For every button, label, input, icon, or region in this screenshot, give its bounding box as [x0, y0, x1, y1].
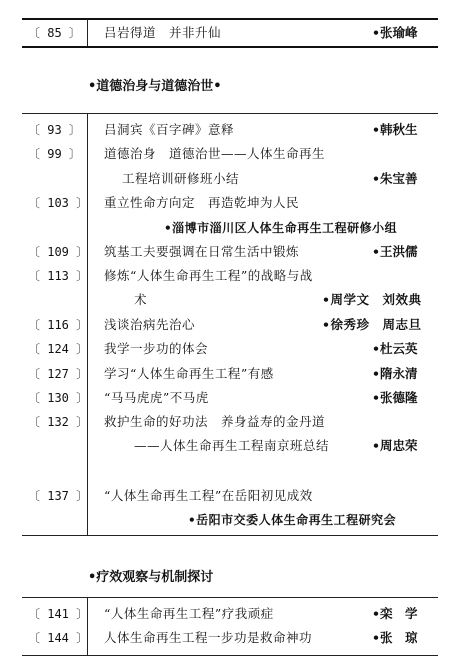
entry-title: 救护生命的好功法 养身益寿的金丹道: [104, 414, 326, 429]
entry-author: •岳阳市交委人体生命再生工程研究会: [188, 513, 397, 527]
entry-page-number: 〔 127 〕: [28, 367, 89, 381]
entry-author: •张德隆: [372, 390, 418, 405]
entry-page-number: 〔 144 〕: [28, 631, 89, 645]
entry-author: •韩秋生: [372, 122, 418, 137]
entry-title: 我学一步功的体会: [104, 341, 209, 356]
entry-title: 学习“人体生命再生工程”有感: [104, 366, 274, 381]
block-rule: [22, 655, 438, 656]
entry-author: •张 琼: [372, 630, 418, 645]
entry-title: 吕洞宾《百字碑》意释: [104, 122, 235, 137]
top-rule: [22, 18, 438, 20]
entry-title: ——人体生命再生工程南京班总结: [134, 438, 330, 453]
entry-page-number: 〔 137 〕: [28, 489, 89, 503]
entry-title: “马马虎虎”不马虎: [104, 390, 209, 405]
entry-author: •杜云英: [372, 341, 418, 356]
entry-title: 道德治身 道德治世——人体生命再生: [104, 146, 326, 161]
entry-title: 人体生命再生工程一步功是救命神功: [104, 630, 313, 645]
entry-page-number: 〔 93 〕: [28, 123, 81, 137]
entry-author: •周学文 刘效典: [322, 292, 422, 307]
entry-title: 吕岩得道 并非升仙: [104, 25, 222, 40]
block-rule: [22, 535, 438, 536]
entry-author: •王洪儒: [372, 244, 418, 259]
entry-page-number: 〔 103 〕: [28, 196, 89, 210]
entry-author: •淄博市淄川区人体生命再生工程研修小组: [164, 221, 398, 235]
entry-title: “人体生命再生工程”在岳阳初见成效: [104, 488, 313, 503]
block-rule: [22, 113, 438, 114]
entry-author: •徐秀珍 周志旦: [322, 317, 422, 332]
section-heading: •道德治身与道德治世•: [88, 79, 222, 94]
block-rule: [22, 597, 438, 598]
block-rule: [22, 46, 438, 48]
entry-page-number: 〔 116 〕: [28, 318, 89, 332]
entry-page-number: 〔 132 〕: [28, 415, 89, 429]
entry-title: 重立性命方向定 再造乾坤为人民: [104, 195, 300, 210]
entry-page-number: 〔 85 〕: [28, 26, 81, 40]
entry-author: •张瑜峰: [372, 25, 418, 40]
entry-title: 工程培训研修班小结: [122, 171, 240, 186]
number-column-divider: [87, 19, 88, 46]
entry-page-number: 〔 141 〕: [28, 607, 89, 621]
entry-author: •栾 学: [372, 606, 418, 621]
entry-author: •隋永清: [372, 366, 418, 381]
entry-page-number: 〔 124 〕: [28, 342, 89, 356]
entry-author: •周忠荣: [372, 438, 418, 453]
entry-author: •朱宝善: [372, 171, 418, 186]
entry-page-number: 〔 130 〕: [28, 391, 89, 405]
entry-page-number: 〔 99 〕: [28, 147, 81, 161]
entry-title: 术: [134, 292, 148, 307]
entry-page-number: 〔 113 〕: [28, 269, 89, 283]
entry-title: 筑基工夫要强调在日常生活中锻炼: [104, 244, 300, 259]
entry-page-number: 〔 109 〕: [28, 245, 89, 259]
entry-title: 修炼“人体生命再生工程”的战略与战: [104, 268, 313, 283]
section-heading: •疗效观察与机制探讨: [88, 570, 214, 585]
entry-title: “人体生命再生工程”疗我顽症: [104, 606, 274, 621]
entry-title: 浅谈治病先治心: [104, 317, 196, 332]
